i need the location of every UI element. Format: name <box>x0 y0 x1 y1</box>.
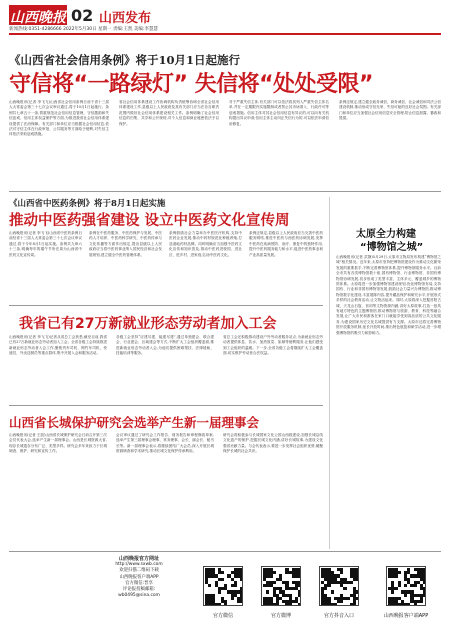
qr-group <box>197 566 441 634</box>
article-body-col3: 条例鼓励社会力量举办中医医疗机构,支持中医药企业发展,推动中药材规范化种植养殖,打造道地药材品牌。同时明确应当加强中医药文化宣传和知识普及,推动中医药进校园、进社区、进乡村、进家庭,弘扬中医药文化。 <box>169 231 242 257</box>
qr-label: 官方微博 <box>270 613 291 619</box>
footer-info-line: wb0495@sina.com <box>118 593 160 599</box>
article-body-col1: 山西晚报讯(记者 李飞飞)山西省社会信用条例日前于省十三届人大常委会第三十七次会议审议通过,将于10月1日起施行。条例共七章五十一条,着重规范社会信用信息管理、守信激励和失信惩戒、信用主体权益保护等方面,为推进我省社会信用体系建设提供了法治保障。有关部门和单位应当根据社会信用信息,依法对守信主体在行政审批、公共服务等方面给予便利,对失信主体依法采取惩戒措施。 <box>9 100 109 137</box>
article-credit-law <box>9 52 441 188</box>
qr-label: 官方微信 <box>212 613 233 619</box>
footer-info-line: http://www.sxwb.com <box>115 562 163 568</box>
article-union <box>9 313 323 401</box>
article-body-col3: 研究会将积极参与长城国家文化公园山西段建设,加强长城沿线文化遗产的保护,挖掘长城文化内涵,讲好长城故事,为建设文化强省贡献力量。与会代表表示,要进一步发挥社会组织优势,凝聚保护长城的社会共识。 <box>223 433 323 454</box>
sidebar-title-line2: “博物馆之城” <box>360 242 424 253</box>
sidebar-body: 山西晚报讯(记者 武静)5月29日,太原市文物局发布构建“博物馆之城”相关情况。近年来,太原市坚持把博物馆建设作为推动文化繁荣发展的重要抓手,不断完善博物馆体系,提升博物馆服务水平。目前全市共有各类博物馆数十座,国有博物馆、行业博物馆、非国有博物馆协调发展,初步形成了类型丰富、主体多元、覆盖城乡的博物馆体系。太原将进一步加强博物馆建设规划,优化博物馆布局,支持国有、行业和非国有博物馆发展,鼓励社会力量兴办博物馆,推动博物馆数字化建设,丰富展陈内容,提升藏品保护和研究水平,开展形式多样的社会教育活动,让文物活起来。同时,太原将深入挖掘晋阳古城、天龙山石窟、晋祠等文物资源内涵,讲好太原故事,打造一批具有地方特色的主题博物馆,推动博物馆与旅游、教育、科技等融合发展,让广大市民和游客在家门口就能享受到高品质的公共文化服务,为建设国家历史文化名城提供有力支撑。太原市还将完善博物馆开放服务机制,延长开放时间,推出特色展览和研学活动,进一步增强博物馆的吸引力和影响力。 <box>336 255 441 335</box>
qr-code-icon[interactable] <box>261 566 301 606</box>
article-body-col2: 会议审议通过了研究会工作报告、财务报告和章程修改草案,选举产生第三届理事会理事、常务理事、会长、副会长、秘书长等。新一届理事会表示,将继续团结广大会员,深入开展长城资源调查和学术研究,推动长城文化保护传承利用。 <box>116 433 214 454</box>
masthead <box>0 0 450 36</box>
qr-label: 山西晚报客户端APP <box>383 613 429 619</box>
footer-info <box>99 556 179 599</box>
article-body-col2: 条例在中医药服务、中医药保护与发展、中医药人才培养、中医药科学研究、中医药传承与文化传播等方面作出规定,提出县级以上人民政府应当将中医药事业纳入国民经济和社会发展规划,建立健全中医药管理体系。 <box>89 231 162 257</box>
masthead-meta: 新闻热线:0351-4286666 2022年5月30日 星期一 责编:王凯 美编:李慧慧 <box>9 27 158 32</box>
qr-label: 官方抖音入口 <box>323 613 354 619</box>
article-headline: 推动中医药强省建设 设立中医药文化宣传周 <box>9 213 290 229</box>
footer-info-line: 官方微信:晋享 <box>125 580 153 586</box>
divider <box>9 191 441 192</box>
article-body-col2: 省社会信用体系建设工作协调机构负责统筹协调全省社会信用体系建设工作,县级以上人民政府及其有关部门应当在各自职责范围内做好社会信用体系建设相关工作。条例明确了社会信用信息的归集、共享和公开规则,对个人信息和商业秘密依法予以保护。 <box>119 100 219 126</box>
footer-rule <box>9 551 441 552</box>
article-headline: 我省已有27万新就业形态劳动者加入工会 <box>19 316 277 332</box>
footer-info-line: 评论报投稿邮箱: <box>122 587 156 593</box>
divider <box>9 405 323 406</box>
qr-code-icon[interactable] <box>319 566 359 606</box>
article-body-col4: 条例还规定,建立健全政务诚信、商务诚信、社会诚信和司法公信建设机制,推动形成守信光荣、失信可耻的良好社会氛围。有关部门和单位应当加强社会信用信息安全管理,防止信息泄露、篡改和毁损。 <box>339 100 441 121</box>
article-body-col4: 条例还规定,县级以上人民政府应当完善中医药服务网络,推进中医药与西医药协调发展,发挥中医药在疾病预防、治疗、康复中的独特作用,提升中医药服务能力和水平,促进中医药事业和产业高质量发展。 <box>249 231 323 257</box>
article-body-col3: 省总工会还积极推动建设户外劳动者服务站点,为新就业形态劳动者提供休息、饮水、加热饭菜、如厕等便利服务,让他们感受到工会组织的温暖。下一步,全省各级工会将继续扩大工会覆盖面,切实维护劳动者合法权益。 <box>223 335 323 356</box>
sidebar-title-line1: 太原全力构建 <box>356 229 416 240</box>
footer-info-line: 山西晚报客户端APP <box>119 574 159 580</box>
article-headline: 守信将“一路绿灯” 失信将“处处受限” <box>9 72 373 97</box>
article-headline: 山西省长城保护研究会选举产生新一届理事会 <box>9 415 260 430</box>
section-name: 山西发布 <box>99 11 152 26</box>
article-body-col2: 各级工会坚持“应建尽建、能建尽建”,通过单独建会、联合建会、行业建会、区域建会等方式,不断扩大工会组织覆盖面,推进新就业形态劳动者入会,为他们提供困难帮扶、法律援助、技能培训等服务。 <box>116 335 214 356</box>
article-body-col1: 山西晚报讯(记者 李飞飞)山西省中医药条例日前经省十三届人大常委会第三十七次会议审议通过,将于今年8月1日起实施。条例共九章六十三条,明确每年的端午节所在周为山西省中医药文化宣传周。 <box>9 231 82 257</box>
article-body-col1: 山西晚报讯(记者 李飞飞)记者从省总工会获悉,截至目前,我省已有27万新就业形态劳动者加入工会。全省各级工会持续推进新就业形态劳动者入会工作,聚焦货车司机、网约车司机、快递员、外卖送餐员等重点群体,集中开展入会和服务活动。 <box>9 335 107 356</box>
column-divider <box>329 197 330 549</box>
divider <box>9 305 323 306</box>
qr-code-icon[interactable] <box>386 566 426 606</box>
footer <box>9 556 441 638</box>
article-body-col1: 山西晚报讯(记者 王凯)山西省长城保护研究会日前召开第三次会员代表大会,选举产生新一届理事会。山西是长城资源大省,现存长城遗存分布广泛、类型多样。研究会多年来致力于长城调查、保护、研究和宣传工作。 <box>9 433 107 454</box>
masthead-logo: 山西晚报 <box>10 10 66 26</box>
qr-code-icon[interactable] <box>203 566 243 606</box>
article-kicker: 《山西省社会信用条例》将于10月1日起施行 <box>9 53 241 67</box>
masthead-rule <box>9 33 441 35</box>
article-great-wall <box>9 413 323 543</box>
page-number: 02 <box>71 6 94 25</box>
article-body-col3: 对于严重失信主体,有关部门可以依法将其列入严重失信主体名单,并在一定期限内实施限制或者禁止其市场准入、行政许可等惩戒措施。信用主体对其社会信用信息有异议的,可以向有关机构提出异议申请;信用主体主动纠正失信行为的,可以依法申请信用修复。 <box>229 100 329 126</box>
article-tcm-law <box>9 197 323 297</box>
sidebar-museum <box>336 197 441 547</box>
footer-info-line: 山西晚报官方网址 <box>118 556 159 562</box>
article-kicker: 《山西省中医药条例》将于8月1日起实施 <box>9 199 166 209</box>
footer-info-line: 欢迎扫描二维码下载 <box>119 568 159 574</box>
